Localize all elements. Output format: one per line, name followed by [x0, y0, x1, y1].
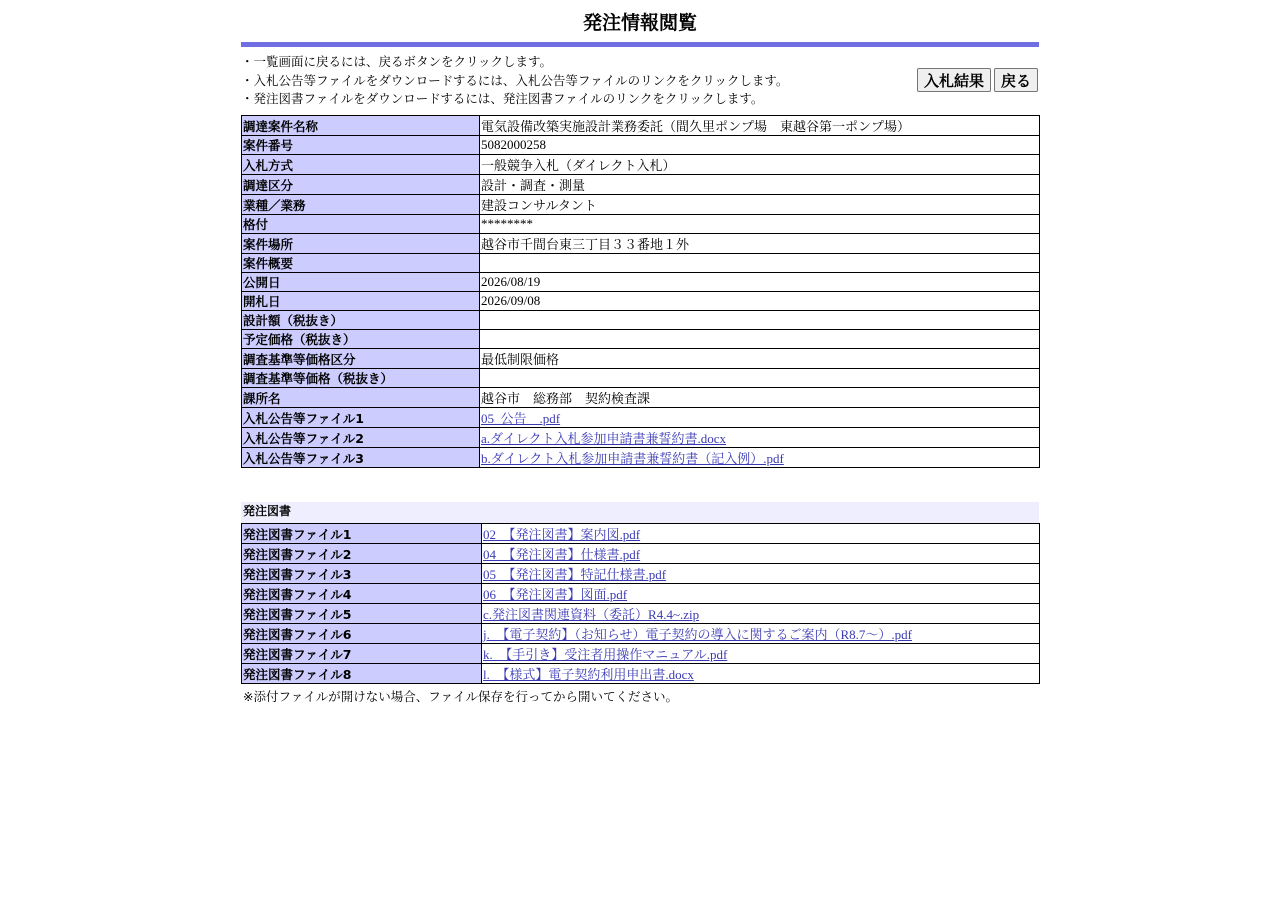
detail-row [242, 369, 1040, 388]
row-label: 入札方式 [242, 155, 480, 175]
row-value: 2026/08/19 [480, 273, 1040, 292]
row-label: 発注図書ファイル6 [242, 624, 482, 644]
back-button[interactable]: 戻る [994, 68, 1038, 92]
row-label: 課所名 [242, 388, 480, 408]
details-table [241, 115, 1040, 468]
row-label: 発注図書ファイル3 [242, 564, 482, 584]
file-link[interactable]: 02_【発注図書】案内図.pdf [483, 527, 641, 542]
detail-row [242, 330, 1040, 349]
row-label: 調達区分 [242, 175, 480, 195]
detail-row [242, 311, 1040, 330]
row-value: 電気設備改築実施設計業務委託（間久里ポンプ場 東越谷第一ポンプ場） [480, 116, 1040, 136]
row-label: 設計額（税抜き） [242, 311, 480, 330]
row-label: 格付 [242, 215, 480, 234]
row-label: 案件概要 [242, 254, 480, 273]
file-link[interactable]: 05_公告 .pdf [481, 411, 561, 426]
row-label: 案件番号 [242, 136, 480, 155]
row-label: 発注図書ファイル1 [242, 524, 482, 544]
detail-row [242, 408, 1040, 428]
document-row [242, 564, 1040, 584]
document-row [242, 584, 1040, 604]
file-link[interactable]: a.ダイレクト入札参加申請書兼誓約書.docx [481, 431, 727, 446]
row-value [482, 564, 1040, 584]
detail-row [242, 136, 1040, 155]
row-label: 業種／業務 [242, 195, 480, 215]
row-value: 越谷市千間台東三丁目３３番地１外 [480, 234, 1040, 254]
row-value: 設計・調査・測量 [480, 175, 1040, 195]
row-label: 発注図書ファイル8 [242, 664, 482, 684]
documents-table [241, 523, 1040, 684]
detail-row [242, 175, 1040, 195]
row-value [480, 428, 1040, 448]
row-value: ******** [480, 215, 1040, 234]
file-link[interactable]: c.発注図書関連資料（委託）R4.4~.zip [483, 607, 700, 622]
row-value [482, 644, 1040, 664]
row-value [482, 584, 1040, 604]
row-label: 発注図書ファイル7 [242, 644, 482, 664]
row-value [482, 544, 1040, 564]
file-link[interactable]: b.ダイレクト入札参加申請書兼誓約書（記入例）.pdf [481, 451, 784, 466]
bid-results-button[interactable]: 入札結果 [917, 68, 991, 92]
row-value [482, 664, 1040, 684]
detail-row [242, 428, 1040, 448]
row-value [480, 448, 1040, 468]
instructions-area [241, 47, 1039, 115]
instruction-line: ・発注図書ファイルをダウンロードするには、発注図書ファイルのリンクをクリックします。 [241, 91, 764, 106]
row-value [480, 330, 1040, 349]
row-label: 開札日 [242, 292, 480, 311]
page-container [241, 0, 1039, 705]
document-row [242, 544, 1040, 564]
row-label: 調査基準等価格（税抜き） [242, 369, 480, 388]
row-label: 調達案件名称 [242, 116, 480, 136]
file-link[interactable]: j._【電子契約】（お知らせ）電子契約の導入に関するご案内（R8.7～）.pdf [483, 627, 912, 642]
document-row [242, 644, 1040, 664]
detail-row [242, 292, 1040, 311]
row-value [480, 311, 1040, 330]
row-label: 発注図書ファイル2 [242, 544, 482, 564]
row-label: 発注図書ファイル5 [242, 604, 482, 624]
row-label: 入札公告等ファイル1 [242, 408, 480, 428]
row-value [480, 369, 1040, 388]
file-link[interactable]: l._【様式】電子契約利用申出書.docx [483, 667, 694, 682]
row-label: 案件場所 [242, 234, 480, 254]
action-buttons [917, 68, 1038, 92]
row-label: 入札公告等ファイル3 [242, 448, 480, 468]
row-label: 予定価格（税抜き） [242, 330, 480, 349]
row-value: 越谷市 総務部 契約検査課 [480, 388, 1040, 408]
instructions [241, 53, 788, 109]
page-title: 発注情報閲覧 [582, 12, 697, 34]
document-row [242, 664, 1040, 684]
row-value [482, 524, 1040, 544]
detail-row [242, 116, 1040, 136]
row-value: 一般競争入札（ダイレクト入札） [480, 155, 1040, 175]
file-link[interactable]: 04_【発注図書】仕様書.pdf [483, 547, 641, 562]
detail-row [242, 349, 1040, 369]
document-row [242, 604, 1040, 624]
row-value [480, 408, 1040, 428]
detail-row [242, 273, 1040, 292]
row-value: 2026/09/08 [480, 292, 1040, 311]
detail-row [242, 254, 1040, 273]
file-link[interactable]: 05_【発注図書】特記仕様書.pdf [483, 567, 667, 582]
row-value [482, 604, 1040, 624]
file-link[interactable]: 06_【発注図書】図面.pdf [483, 587, 628, 602]
detail-row [242, 195, 1040, 215]
detail-row [242, 155, 1040, 175]
row-value: 建設コンサルタント [480, 195, 1040, 215]
row-value: 最低制限価格 [480, 349, 1040, 369]
attachment-note: ※添付ファイルが開けない場合、ファイル保存を行ってから開いてください。 [243, 689, 678, 704]
instruction-line: ・入札公告等ファイルをダウンロードするには、入札公告等ファイルのリンクをクリックします。 [241, 72, 789, 88]
row-label: 発注図書ファイル4 [242, 584, 482, 604]
file-link[interactable]: k._【手引き】受注者用操作マニュアル.pdf [483, 647, 728, 662]
detail-row [242, 234, 1040, 254]
instruction-line: ・一覧画面に戻るには、戻るボタンをクリックします。 [241, 54, 553, 69]
detail-row [242, 388, 1040, 408]
documents-heading: 発注図書 [241, 502, 1039, 523]
row-value [480, 254, 1040, 273]
row-value: 5082000258 [480, 136, 1040, 155]
row-value [482, 624, 1040, 644]
row-label: 入札公告等ファイル2 [242, 428, 480, 448]
document-row [242, 624, 1040, 644]
detail-row [242, 448, 1040, 468]
document-row [242, 524, 1040, 544]
row-label: 調査基準等価格区分 [242, 349, 480, 369]
row-label: 公開日 [242, 273, 480, 292]
detail-row [242, 215, 1040, 234]
